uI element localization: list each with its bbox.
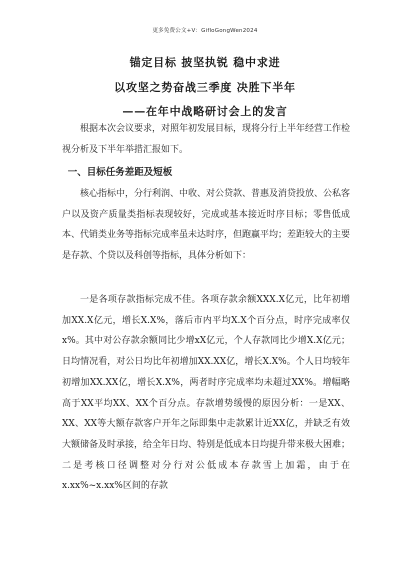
section-heading: 一、目标任务差距及短板	[67, 167, 173, 178]
title-line-2: 以攻坚之势奋战三季度 决胜下半年	[114, 81, 296, 94]
core-indicators-paragraph: 核心指标中，分行利润、中收、对公贷款、普惠及消贷投放、公私客户以及资产质量类指标表现较好，完成或基本接近时序目标；零售低成本、代销类业务等指标完成率虽未达时序，但跑赢平均；差距较大的主要是存款、个贷以及科创等指标，具体分析如下：	[62, 189, 351, 262]
deposit-paragraph: 一是各项存款指标完成不佳。各项存款余额XXX.X亿元，比年初增加XX.X亿元，增长X.X%，落后市内平均X.X个百分点，时序完成率仅x%。其中对公存款余额同比少增xX亿元，个人存款同比少增X.X亿元；日均情况看，对公日均比年初增加XX.XX亿，增长X.X%。个人日均较年初增加XX.XX亿，增长X.X%，两者时序完成率均未超过XX%。增幅略高于XX平均XX、XX个百分点。存款增势缓慢的原因分析：一是XX、XX、XX等大额存款客户开年之际即集中走款累计近XX亿，并缺乏有效大额储备及时承接，给全年日均、特别是低成本日均提升带来极大困难；二是考核口径调整对分行对公低成本存款雪上加霜，由于在x.xx%~x.xx%区间的存款	[62, 295, 351, 492]
intro-paragraph: 根据本次会议要求，对照年初发展目标，现将分行上半年经营工作检视分析及下半年举措汇报如下。	[62, 124, 351, 155]
header-note: 更多免费公文+V：GifloGongWen2024	[152, 28, 258, 34]
title-line-3: ——在年中战略研讨会上的发言	[122, 105, 288, 118]
title-line-1: 锚定目标 披坚执锐 稳中求进	[129, 56, 281, 69]
